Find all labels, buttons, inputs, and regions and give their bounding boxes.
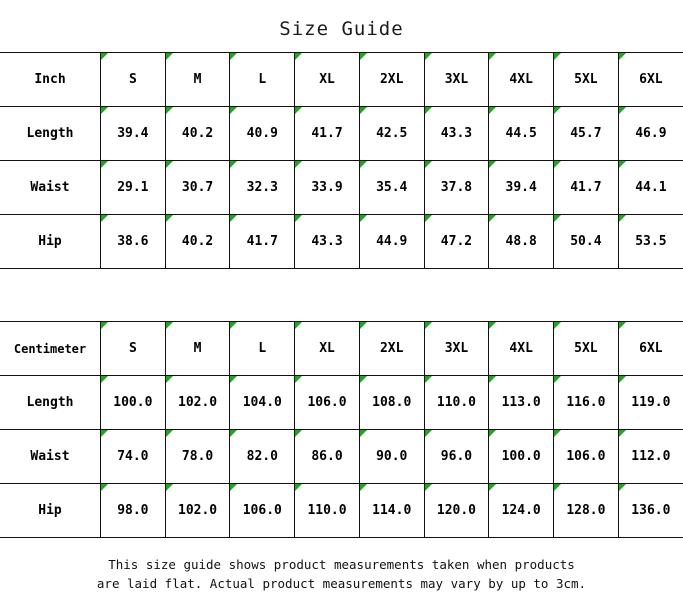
- cell-length-5xl: 45.7: [554, 107, 619, 161]
- row-label-waist: Waist: [0, 430, 101, 484]
- table-row: [0, 376, 683, 430]
- cell-hip-2xl: 44.9: [359, 215, 424, 269]
- cell-hip-s: 98.0: [101, 484, 166, 538]
- size-header-m: M: [165, 53, 230, 107]
- cell-hip-4xl: 124.0: [489, 484, 554, 538]
- size-header-4xl: 4XL: [489, 53, 554, 107]
- cell-hip-3xl: 47.2: [424, 215, 489, 269]
- cell-hip-2xl: 114.0: [359, 484, 424, 538]
- size-header-s: S: [101, 322, 166, 376]
- cell-hip-6xl: 53.5: [618, 215, 683, 269]
- cell-length-s: 39.4: [101, 107, 166, 161]
- cell-waist-m: 30.7: [165, 161, 230, 215]
- cell-waist-l: 82.0: [230, 430, 295, 484]
- cell-length-3xl: 110.0: [424, 376, 489, 430]
- cell-length-6xl: 119.0: [618, 376, 683, 430]
- row-label-waist: Waist: [0, 161, 101, 215]
- cell-hip-l: 106.0: [230, 484, 295, 538]
- footer-line-1: This size guide shows product measurements taken when products: [108, 557, 575, 572]
- table-row: [0, 107, 683, 161]
- table-header-row: [0, 53, 683, 107]
- cell-length-3xl: 43.3: [424, 107, 489, 161]
- row-label-length: Length: [0, 376, 101, 430]
- cell-hip-5xl: 50.4: [554, 215, 619, 269]
- table-header-row: [0, 322, 683, 376]
- size-header-5xl: 5XL: [554, 53, 619, 107]
- cell-length-l: 40.9: [230, 107, 295, 161]
- size-header-m: M: [165, 322, 230, 376]
- size-header-3xl: 3XL: [424, 53, 489, 107]
- table-separator: [0, 269, 683, 321]
- cell-length-m: 40.2: [165, 107, 230, 161]
- cell-waist-2xl: 90.0: [359, 430, 424, 484]
- cell-hip-xl: 43.3: [295, 215, 360, 269]
- cell-length-6xl: 46.9: [618, 107, 683, 161]
- cell-waist-m: 78.0: [165, 430, 230, 484]
- size-header-s: S: [101, 53, 166, 107]
- size-header-5xl: 5XL: [554, 322, 619, 376]
- size-header-2xl: 2XL: [359, 53, 424, 107]
- cell-hip-l: 41.7: [230, 215, 295, 269]
- page-title: Size Guide: [279, 18, 404, 40]
- size-header-6xl: 6XL: [618, 53, 683, 107]
- cell-waist-5xl: 41.7: [554, 161, 619, 215]
- cell-hip-m: 102.0: [165, 484, 230, 538]
- cell-waist-5xl: 106.0: [554, 430, 619, 484]
- unit-label-inch: Inch: [0, 53, 101, 107]
- unit-label-centimeter: Centimeter: [0, 322, 101, 376]
- size-table-centimeter: [0, 321, 683, 538]
- cell-waist-4xl: 100.0: [489, 430, 554, 484]
- table-row: [0, 215, 683, 269]
- cell-hip-s: 38.6: [101, 215, 166, 269]
- size-header-3xl: 3XL: [424, 322, 489, 376]
- row-label-hip: Hip: [0, 215, 101, 269]
- cell-waist-6xl: 112.0: [618, 430, 683, 484]
- cell-length-m: 102.0: [165, 376, 230, 430]
- cell-hip-6xl: 136.0: [618, 484, 683, 538]
- table-row: [0, 484, 683, 538]
- cell-waist-xl: 33.9: [295, 161, 360, 215]
- size-header-2xl: 2XL: [359, 322, 424, 376]
- cell-hip-4xl: 48.8: [489, 215, 554, 269]
- cell-waist-s: 74.0: [101, 430, 166, 484]
- cell-waist-3xl: 96.0: [424, 430, 489, 484]
- cell-waist-4xl: 39.4: [489, 161, 554, 215]
- size-header-xl: XL: [295, 322, 360, 376]
- cell-waist-s: 29.1: [101, 161, 166, 215]
- size-header-xl: XL: [295, 53, 360, 107]
- cell-waist-l: 32.3: [230, 161, 295, 215]
- size-header-l: L: [230, 322, 295, 376]
- table-row: [0, 161, 683, 215]
- footer-note: [0, 538, 683, 593]
- cell-waist-2xl: 35.4: [359, 161, 424, 215]
- cell-length-2xl: 108.0: [359, 376, 424, 430]
- size-table-inch: [0, 52, 683, 269]
- table-row: [0, 430, 683, 484]
- row-label-hip: Hip: [0, 484, 101, 538]
- cell-hip-m: 40.2: [165, 215, 230, 269]
- cell-waist-xl: 86.0: [295, 430, 360, 484]
- cell-length-xl: 106.0: [295, 376, 360, 430]
- cell-length-5xl: 116.0: [554, 376, 619, 430]
- cell-length-4xl: 44.5: [489, 107, 554, 161]
- cell-length-xl: 41.7: [295, 107, 360, 161]
- cell-length-4xl: 113.0: [489, 376, 554, 430]
- footer-line-2: are laid flat. Actual product measurements may vary by up to 3cm.: [96, 576, 587, 591]
- cell-hip-xl: 110.0: [295, 484, 360, 538]
- cell-hip-5xl: 128.0: [554, 484, 619, 538]
- cell-waist-3xl: 37.8: [424, 161, 489, 215]
- row-label-length: Length: [0, 107, 101, 161]
- size-header-6xl: 6XL: [618, 322, 683, 376]
- cell-length-l: 104.0: [230, 376, 295, 430]
- cell-waist-6xl: 44.1: [618, 161, 683, 215]
- cell-hip-3xl: 120.0: [424, 484, 489, 538]
- size-header-l: L: [230, 53, 295, 107]
- cell-length-2xl: 42.5: [359, 107, 424, 161]
- size-header-4xl: 4XL: [489, 322, 554, 376]
- cell-length-s: 100.0: [101, 376, 166, 430]
